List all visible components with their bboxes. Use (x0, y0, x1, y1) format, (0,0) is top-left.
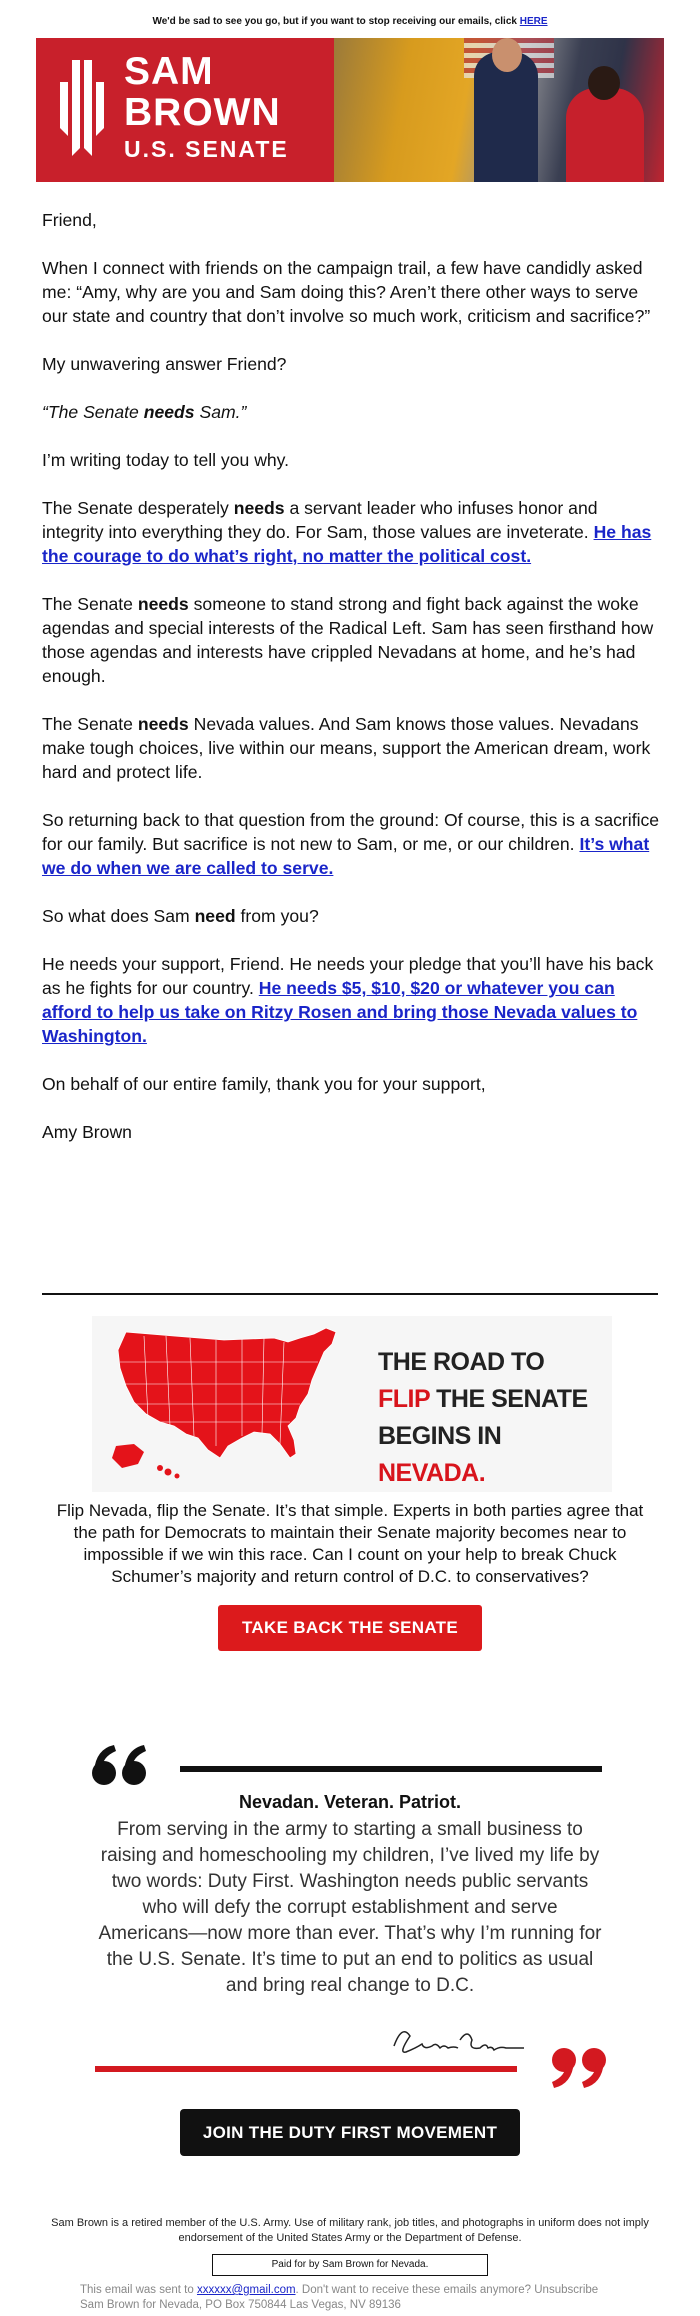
section-divider (42, 1293, 658, 1295)
campaign-logo-text (124, 52, 289, 161)
logo-line-sam: SAM (124, 50, 214, 93)
mailing-address: Sam Brown for Nevada, PO Box 750844 Las Vegas, NV 89136 (80, 2299, 401, 2311)
header-banner (36, 38, 664, 182)
military-disclaimer: Sam Brown is a retired member of the U.S. Army. Use of military rank, job titles, and photographs in uniform does not imply endorsement of the United States Army or the Department of Defense. (51, 2217, 649, 2244)
letter-paragraph: When I connect with friends on the campaign trail, a few have candidly asked me: “Amy, why are you and Sam doing this? Aren’t there other ways to serve our state and country that don’t involve so much work, criticism and sacrifice?” (42, 258, 651, 326)
close-quote-icon (548, 2044, 608, 2092)
logo-line-senate: U.S. SENATE (124, 136, 289, 162)
join-duty-first-button[interactable]: JOIN THE DUTY FIRST MOVEMENT (180, 2109, 520, 2156)
letter-quote: “The Senate needs Sam.” (42, 402, 247, 422)
unsubscribe-here-link[interactable]: HERE (519, 16, 548, 27)
recipient-email-link[interactable]: xxxxxx@gmail.com (196, 2284, 296, 2296)
letter-paragraph: On behalf of our entire family, thank you for your support, (42, 1074, 486, 1094)
signoff: Amy Brown (42, 1122, 132, 1142)
quote-rule-top (180, 1766, 602, 1772)
logo-line-brown: BROWN (124, 91, 281, 134)
campaign-logo-icon (58, 56, 106, 156)
letter-paragraph: So returning back to that question from the ground: Of course, this is a sacrifice for our family. But sacrifice is not new to Sam, or me, or our children. It’s what we do when we are called to serve. (42, 810, 660, 878)
letter-paragraph: He needs your support, Friend. He needs your pledge that you’ll have his back as he fights for our country. He needs $5, $10, $20 or whatever you can afford to help us take on Ritzy Rosen and bring those Nevada values to Washington. (42, 954, 654, 1046)
letter-paragraph: The Senate needs Nevada values. And Sam knows those values. Nevadans make tough choices, live within our means, support the American dream, work hard and protect life. (42, 714, 651, 782)
road-to-flip-text: THE ROAD TO FLIP THE SENATE BEGINS IN NEVADA. (378, 1348, 588, 1487)
letter-paragraph: So what does Sam need from you? (42, 906, 319, 926)
take-back-senate-button[interactable]: TAKE BACK THE SENATE (218, 1605, 482, 1651)
signature-image (388, 2018, 528, 2062)
open-quote-icon (90, 1741, 150, 1789)
donate-amount-link[interactable]: He needs $5, $10, $20 or whatever you can afford to help us take on Ritzy Rosen and bring those Nevada values to Washington. (42, 978, 638, 1046)
us-map-icon (104, 1322, 366, 1482)
letter-paragraph: I’m writing today to tell you why. (42, 450, 290, 470)
paid-for-box: Paid for by Sam Brown for Nevada. (212, 2254, 488, 2276)
letter-paragraph: The Senate desperately needs a servant leader who infuses honor and integrity into everything they do. For Sam, those values are inveterate. He has the courage to do what’s right, no matter the political cost. (42, 498, 652, 566)
photo-figure-amy (566, 88, 644, 182)
greeting: Friend, (42, 210, 97, 230)
flip-nevada-paragraph: Flip Nevada, flip the Senate. It’s that simple. Experts in both parties agree that the path for Democrats to maintain their Senate majority becomes near to impossible if we win this race. Can I count on your help to break Chuck Schumer’s majority and return control of D.C. to conservatives? (56, 1501, 644, 1586)
unsubscribe-notice-text: We'd be sad to see you go, but if you want to stop receiving our emails, click (152, 16, 520, 27)
unsubscribe-notice (0, 0, 700, 28)
road-to-flip-graphic[interactable] (92, 1316, 612, 1492)
letter-paragraph: My unwavering answer Friend? (42, 354, 287, 374)
quote-title: Nevadan. Veteran. Patriot. (238, 1792, 462, 1812)
quote-rule-bottom (95, 2066, 517, 2072)
called-to-serve-link[interactable]: It’s what we do when we are called to serve. (42, 834, 650, 878)
quote-body: From serving in the army to starting a small business to raising and homeschooling my children, I’ve lived my life by two words: Duty First. Washington needs public servants who will defy the corrupt establishment and serve Americans—now more than ever. That’s why I’m running for the U.S. Senate. It’s time to put an end to politics as usual and bring real change to D.C. (98, 1819, 602, 1996)
campaign-photo (334, 38, 664, 182)
unsubscribe-footer-text[interactable]: . Don't want to receive these emails anymore? Unsubscribe (295, 2284, 599, 2296)
courage-donate-link[interactable]: He has the courage to do what’s right, no matter the political cost. (42, 522, 652, 566)
letter-paragraph: The Senate needs someone to stand strong and fight back against the woke agendas and special interests of the Radical Left. Sam has seen firsthand how those agendas and interests have crippled Nevadans at home, and he’s had enough. (42, 594, 654, 686)
letter-body (42, 208, 662, 1168)
email-footer: This email was sent to xxxxxx@gmail.com. Don't want to receive these emails anymore? Unsubscribe Sam Brown for Nevada, PO Box 750844 Las Vegas, NV 89136 (80, 2283, 640, 2313)
